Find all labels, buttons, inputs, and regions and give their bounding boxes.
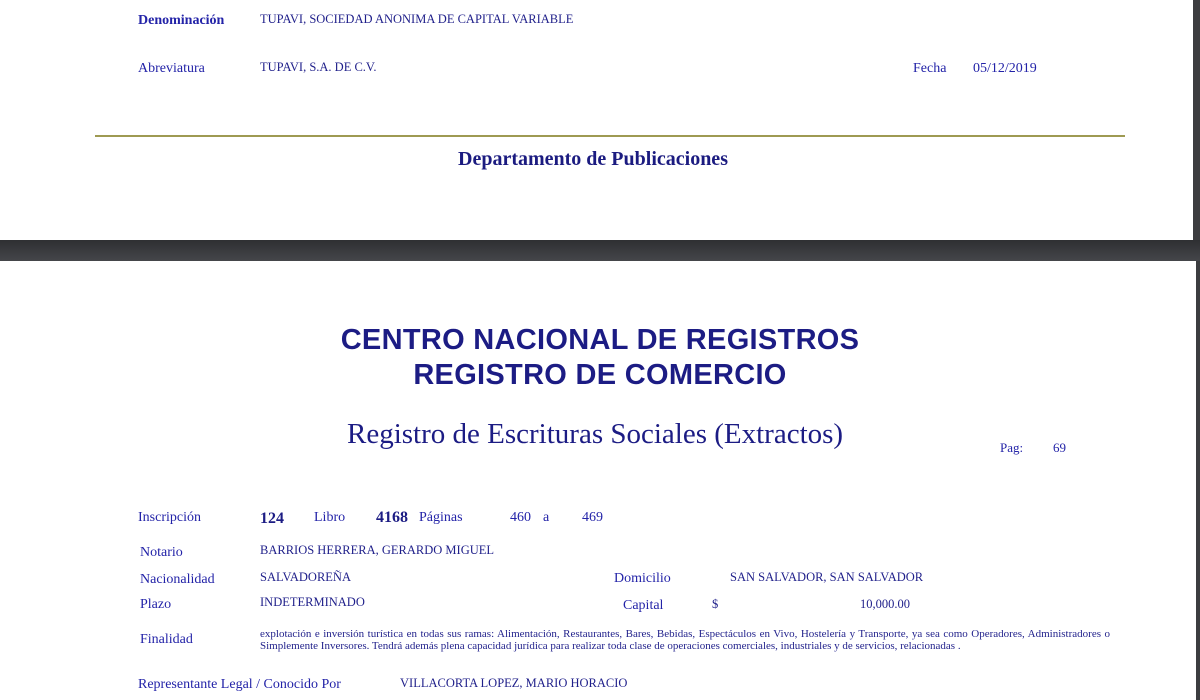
fecha-value: 05/12/2019 xyxy=(973,61,1037,76)
abreviatura-label: Abreviatura xyxy=(138,61,205,76)
inscripcion-label: Inscripción xyxy=(138,510,201,525)
plazo-value: INDETERMINADO xyxy=(260,595,365,609)
capital-value: 10,000.00 xyxy=(860,597,910,611)
page-gap xyxy=(0,240,1200,261)
header-line-1: CENTRO NACIONAL DE REGISTROS xyxy=(340,324,860,356)
libro-value: 4168 xyxy=(376,509,408,526)
libro-label: Libro xyxy=(314,510,346,525)
domicilio-label: Domicilio xyxy=(614,571,671,586)
finalidad-label: Finalidad xyxy=(140,632,193,647)
notario-value: BARRIOS HERRERA, GERARDO MIGUEL xyxy=(260,543,495,557)
notario-label: Notario xyxy=(140,545,183,560)
representante-value: VILLACORTA LOPEZ, MARIO HORACIO xyxy=(400,676,628,690)
page-edge xyxy=(1193,0,1200,240)
abreviatura-value: TUPAVI, S.A. DE C.V. xyxy=(260,60,377,74)
paginas-to: 469 xyxy=(582,510,603,525)
nacionalidad-value: SALVADOREÑA xyxy=(260,570,351,584)
finalidad-value: explotación e inversión turística en todas sus ramas: Alimentación, Restaurantes, Bares, Bebidas, Espectáculos en Vivo, Hostelería y Transporte, ya sea como Operadores, Administradores o Simplemente Inversores. Tendrá además plena capacidad jurídica para realizar toda clase de operaciones comerciales, industriales y de servicios, relacionadas . xyxy=(260,628,1110,652)
document-subtitle: Registro de Escrituras Sociales (Extractos) xyxy=(347,418,844,450)
page-number-label: Pag: xyxy=(1000,440,1024,455)
capital-label: Capital xyxy=(623,598,664,613)
nacionalidad-label: Nacionalidad xyxy=(140,572,215,587)
paginas-from: 460 xyxy=(510,510,531,525)
inscripcion-value: 124 xyxy=(260,510,284,527)
fecha-label: Fecha xyxy=(913,61,947,76)
paginas-label: Páginas xyxy=(419,510,463,525)
header-line-2: REGISTRO DE COMERCIO xyxy=(413,359,787,391)
domicilio-value: SAN SALVADOR, SAN SALVADOR xyxy=(730,570,924,584)
plazo-label: Plazo xyxy=(140,597,172,612)
denominacion-value: TUPAVI, SOCIEDAD ANONIMA DE CAPITAL VARIABLE xyxy=(260,12,574,26)
denominacion-label: Denominación xyxy=(138,13,225,28)
section-divider xyxy=(95,135,1125,137)
capital-currency: $ xyxy=(712,597,719,611)
document-page-top xyxy=(0,0,1193,240)
page-number-value: 69 xyxy=(1053,440,1066,455)
paginas-separator: a xyxy=(543,510,550,525)
representante-label: Representante Legal / Conocido Por xyxy=(138,677,341,692)
department-title: Departamento de Publicaciones xyxy=(458,148,728,170)
